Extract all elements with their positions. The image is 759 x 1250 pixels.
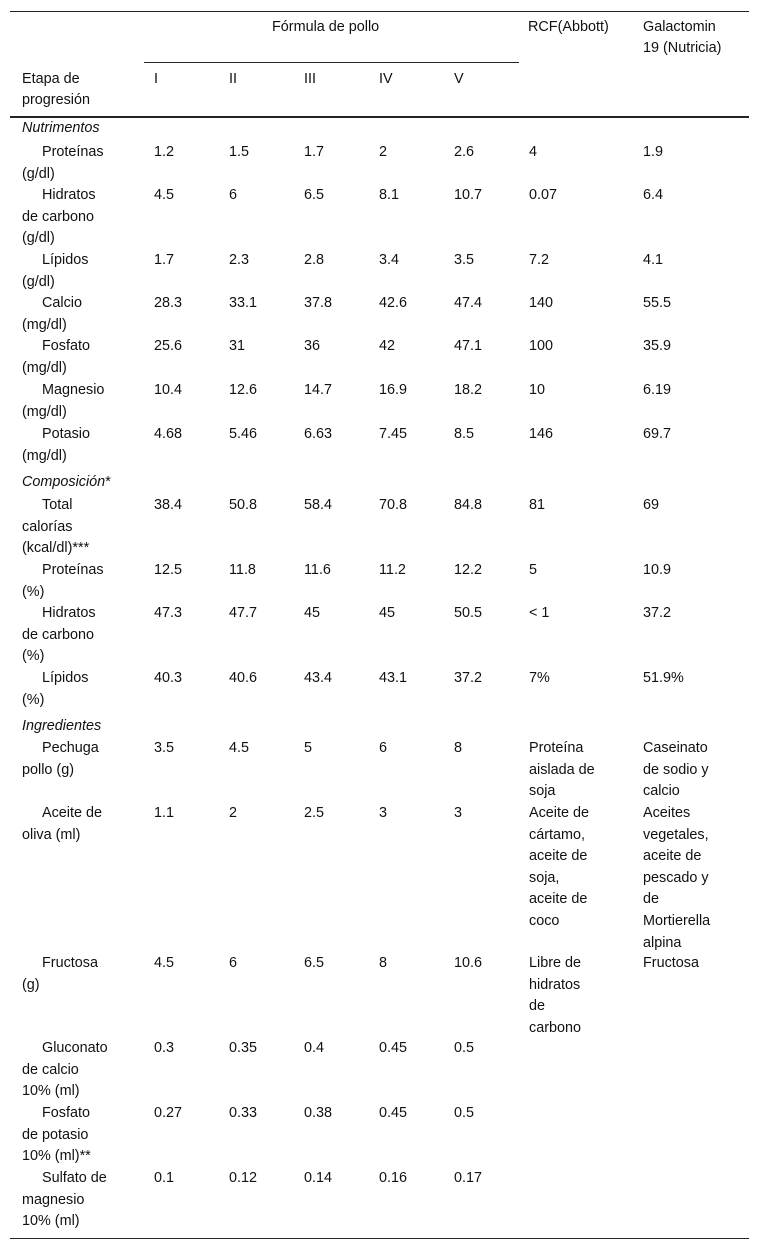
table-cell: 37.2 [454,670,483,686]
table-cell: 0.12 [229,1170,258,1186]
row-label: Lípidos [42,252,89,268]
rcf-cell: 81 [529,497,546,513]
galactomin-cell: Fructosa [643,955,699,971]
table-cell: 8.5 [454,426,475,442]
rcf-cell: 4 [529,144,538,160]
table-cell: 2 [379,144,388,160]
header-galactomin-1: Galactomin [643,19,716,35]
rcf-cell: Proteína [529,740,584,756]
table-cell: 47.4 [454,295,483,311]
row-label: de calcio [22,1061,79,1078]
table-cell: 18.2 [454,382,483,398]
table-cell: 0.35 [229,1040,258,1056]
bottom-rule [10,1238,749,1239]
table-cell: 2.8 [304,252,325,268]
row-label: (mg/dl) [22,316,67,333]
table-cell: 6 [229,955,238,971]
row-label: Hidratos [42,187,96,203]
galactomin-cell: 10.9 [643,562,672,578]
galactomin-cell: 35.9 [643,338,672,354]
table-cell: 10.7 [454,187,483,203]
table-cell: 0.3 [154,1040,175,1056]
section-composicion [22,472,111,494]
header-galactomin-2: 19 (Nutricia) [643,40,722,56]
section-ingredientes: Ingredientes [22,718,102,734]
row-label: 10% (ml)** [22,1148,91,1165]
table-cell: 0.45 [379,1105,408,1121]
table-cell: 43.1 [379,670,408,686]
row-label: Total [42,497,73,513]
galactomin-cell: 37.2 [643,605,672,621]
table-cell: 12.5 [154,562,183,578]
table-cell: 11.2 [379,562,406,578]
table-cell: 6 [229,187,238,203]
table-cell: 0.4 [304,1040,325,1056]
row-label: (kcal/dl)*** [22,540,90,557]
rcf-cell: 7% [529,670,550,686]
header-formula-group: Fórmula de pollo [272,19,380,35]
rcf-cell: 146 [529,426,554,442]
row-label: (%) [22,583,45,600]
row-label: Fosfato [42,338,90,354]
rcf-cell: 10 [529,382,546,398]
table-cell: 3.5 [154,740,175,756]
header-col-V: V [454,71,464,87]
table-cell: 5 [304,740,313,756]
row-label: (mg/dl) [22,403,67,420]
table-cell: 50.8 [229,497,258,513]
table-cell: 0.27 [154,1105,183,1121]
table-cell: 12.2 [454,562,483,578]
table-cell: 6.5 [304,187,325,203]
table-cell: 1.7 [304,144,325,160]
galactomin-cell: de sodio y [643,761,709,778]
galactomin-cell: Aceites [643,805,691,821]
table-cell: 58.4 [304,497,333,513]
galactomin-cell: pescado y [643,869,709,886]
header-col-I: I [154,71,158,87]
table-cell: 3.4 [379,252,400,268]
row-label: magnesio [22,1191,85,1208]
rcf-cell: soja, [529,869,560,886]
rcf-cell: soja [529,783,556,800]
table-cell: 33.1 [229,295,258,311]
galactomin-cell: 69 [643,497,660,513]
table-cell: 4.5 [154,187,175,203]
table-cell: 28.3 [154,295,183,311]
header-bottom-rule [10,116,749,118]
table-cell: 47.7 [229,605,258,621]
top-rule [10,11,749,12]
galactomin-cell: 6.4 [643,187,664,203]
formula-group-rule [144,62,519,63]
table-cell: 16.9 [379,382,408,398]
row-label: de carbono [22,626,95,643]
row-label: calorías [22,518,73,535]
rcf-cell: < 1 [529,605,550,621]
row-label: Sulfato de [42,1170,107,1186]
header-col-III: III [304,71,316,87]
galactomin-cell: 6.19 [643,382,672,398]
table-cell: 4.5 [154,955,175,971]
table-cell: 4.68 [154,426,183,442]
table-cell: 2 [229,805,238,821]
table-cell: 8.1 [379,187,400,203]
rcf-cell: carbono [529,1019,582,1036]
table-cell: 40.6 [229,670,258,686]
table-cell: 0.1 [154,1170,175,1186]
table-cell: 0.45 [379,1040,408,1056]
table-cell: 38.4 [154,497,183,513]
table-cell: 7.45 [379,426,408,442]
table-cell: 6.5 [304,955,325,971]
row-label: oliva (ml) [22,826,81,843]
table-cell: 6.63 [304,426,333,442]
table-cell: 70.8 [379,497,408,513]
galactomin-cell: 1.9 [643,144,664,160]
header-stage-2: progresión [22,92,90,108]
header-stage-1: Etapa de [22,71,80,87]
table-cell: 1.7 [154,252,175,268]
row-label: (g/dl) [22,165,55,182]
table-cell: 14.7 [304,382,333,398]
rcf-cell: 5 [529,562,538,578]
table-cell: 42 [379,338,396,354]
section-composicion-mark: * [105,474,111,490]
rcf-cell: Aceite de [529,805,590,821]
row-label: Hidratos [42,605,96,621]
table-cell: 50.5 [454,605,483,621]
table-cell: 8 [379,955,388,971]
table-cell: 11.8 [229,562,256,578]
row-label: Magnesio [42,382,105,398]
row-label: Gluconato [42,1040,108,1056]
table-cell: 10.6 [454,955,483,971]
row-label: Lípidos [42,670,89,686]
galactomin-cell: 4.1 [643,252,664,268]
table-cell: 0.5 [454,1105,475,1121]
rcf-cell: de [529,998,546,1015]
galactomin-cell: Mortierella [643,913,711,929]
row-label: (%) [22,691,45,708]
rcf-cell: aceite de [529,891,588,908]
table-cell: 37.8 [304,295,333,311]
section-composicion-label: Composición [22,474,106,490]
rcf-cell: Libre de [529,955,582,971]
galactomin-cell: alpina [643,934,682,951]
row-label: (g) [22,976,40,993]
table-cell: 25.6 [154,338,183,354]
row-label: 10% (ml) [22,1213,80,1230]
rcf-cell: hidratos [529,976,581,993]
galactomin-cell: 69.7 [643,426,672,442]
table-cell: 45 [304,605,321,621]
rcf-cell: 100 [529,338,554,354]
galactomin-cell: vegetales, [643,826,709,843]
table-cell: 0.16 [379,1170,408,1186]
table-cell: 84.8 [454,497,483,513]
row-label: Proteínas [42,144,104,160]
rcf-cell: coco [529,913,560,929]
rcf-cell: 7.2 [529,252,550,268]
row-label: pollo (g) [22,761,74,778]
table-cell: 1.2 [154,144,175,160]
table-cell: 36 [304,338,321,354]
table-cell: 45 [379,605,396,621]
table-cell: 2.6 [454,144,475,160]
header-rcf: RCF(Abbott) [528,19,609,35]
galactomin-cell: 51.9% [643,670,684,686]
row-label: Fructosa [42,955,98,971]
table-cell: 6 [379,740,388,756]
table-cell: 11.6 [304,562,331,578]
table-cell: 43.4 [304,670,333,686]
row-label: Proteínas [42,562,104,578]
table-cell: 47.3 [154,605,183,621]
table-cell: 10.4 [154,382,183,398]
row-label: Fosfato [42,1105,90,1121]
row-label: de carbono [22,208,95,225]
table-cell: 0.38 [304,1105,333,1121]
galactomin-cell: aceite de [643,848,702,865]
galactomin-cell: de [643,891,660,908]
row-label: Pechuga [42,740,99,756]
rcf-cell: 0.07 [529,187,558,203]
row-label: Aceite de [42,805,103,821]
row-label: Potasio [42,426,90,442]
table-cell: 40.3 [154,670,183,686]
table-cell: 42.6 [379,295,408,311]
table-cell: 0.5 [454,1040,475,1056]
table-cell: 0.14 [304,1170,333,1186]
galactomin-cell: calcio [643,783,680,800]
table-cell: 1.5 [229,144,250,160]
row-label: (g/dl) [22,230,55,247]
table-cell: 3.5 [454,252,475,268]
table-cell: 2.5 [304,805,325,821]
rcf-cell: 140 [529,295,554,311]
table-cell: 0.17 [454,1170,483,1186]
table-cell: 2.3 [229,252,250,268]
galactomin-cell: Caseinato [643,740,708,756]
table-cell: 1.1 [154,805,175,821]
table-cell: 8 [454,740,463,756]
table-cell: 47.1 [454,338,483,354]
rcf-cell: cártamo, [529,826,585,843]
galactomin-cell: 55.5 [643,295,672,311]
row-label: (mg/dl) [22,447,67,464]
row-label: (mg/dl) [22,359,67,376]
table-cell: 3 [454,805,463,821]
table-cell: 5.46 [229,426,258,442]
row-label: (g/dl) [22,273,55,290]
section-nutrimentos: Nutrimentos [22,120,100,136]
header-col-IV: IV [379,71,393,87]
table-cell: 3 [379,805,388,821]
row-label: de potasio [22,1126,89,1143]
table-cell: 31 [229,338,246,354]
table-cell: 4.5 [229,740,250,756]
rcf-cell: aceite de [529,848,588,865]
table-cell: 0.33 [229,1105,258,1121]
table-cell: 12.6 [229,382,258,398]
row-label: 10% (ml) [22,1083,80,1100]
header-col-II: II [229,71,237,87]
row-label: Calcio [42,295,82,311]
rcf-cell: aislada de [529,761,595,778]
row-label: (%) [22,648,45,665]
